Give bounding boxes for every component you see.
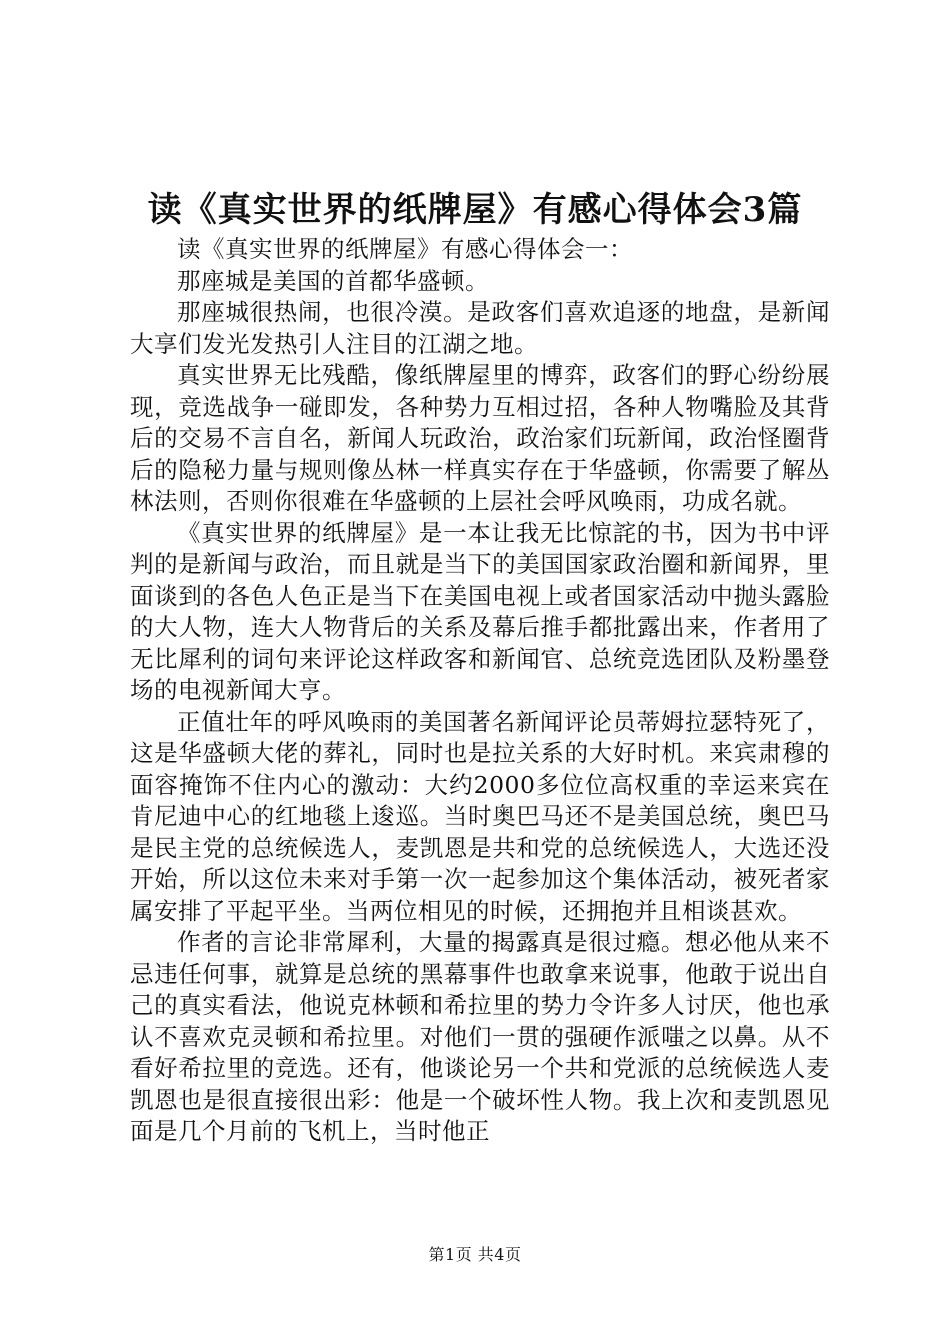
paragraph: 那座城很热闹，也很冷漠。是政客们喜欢追逐的地盘，是新闻大享们发光发热引人注目的江湖之地。 [130, 298, 830, 358]
paragraph: 《真实世界的纸牌屋》是一本让我无比惊詫的书，因为书中评判的是新闻与政治，而且就是当下的美国国家政治圈和新闻界，里面谈到的各色人色正是当下在美国电视上或者国家活动中抛头露脸的大人物，连大人物背后的关系及幕后推手都批露出来，作者用了无比犀利的词句来评论这样政客和新闻官、总统竞选团队及粉墨登场的电视新闻大亨。 [130, 518, 830, 704]
paragraph: 作者的言论非常犀利，大量的揭露真是很过瘾。想必他从来不忌违任何事，就算是总统的黑幕事件也敢拿来说事，他敢于说出自己的真实看法，他说克林顿和希拉里的势力令许多人讨厌，他也承认不喜欢克灵顿和希拉里。对他们一贯的强硬作派嗤之以鼻。从不看好希拉里的竞选。还有，他谈论另一个共和党派的总统候选人麦凯恩也是很直接很出彩：他是一个破坏性人物。我上次和麦凯恩见面是几个月前的飞机上，当时他正 [130, 928, 830, 1145]
paragraph: 读《真实世界的纸牌屋》有感心得体会一： [177, 235, 633, 263]
paragraph: 真实世界无比残酷，像纸牌屋里的博弈，政客们的野心纷纷展现，竞选战争一碰即发，各种势力互相过招，各种人物嘴脸及其背后的交易不言自名，新闻人玩政治，政治家们玩新闻，政治怪圈背后的隐秘力量与规则像丛林一样真实存在于华盛顿，你需要了解丛林法则，否则你很难在华盛顿的上层社会呼风唤雨，功成名就。 [130, 361, 830, 515]
document-title: 读《真实世界的纸牌屋》有感心得体会3篇 [147, 190, 803, 230]
paragraph: 那座城是美国的首都华盛顿。 [177, 266, 489, 295]
paragraph: 正值壮年的呼风唤雨的美国著名新闻评论员蒂姆拉瑟特死了，这是华盛顿大佬的葬礼，同时也是拉关系的大好时机。来宾肃穆的面容掩饰不住内心的激动：大约2000多位位高权重的幸运来宾在肯尼迪中心的红地毯上逡巡。当时奥巴马还不是美国总统，奥巴马是民主党的总统候选人，麦凯恩是共和党的总统候选人，大选还没开始，所以这位未来对手第一次一起参加这个集体活动，被死者家属安排了平起平坐。当两位相见的时候，还拥抱并且相谈甚欢。 [130, 707, 830, 925]
document-body [130, 234, 830, 1148]
page-number-footer: 第1页 共4页 [428, 1245, 522, 1264]
